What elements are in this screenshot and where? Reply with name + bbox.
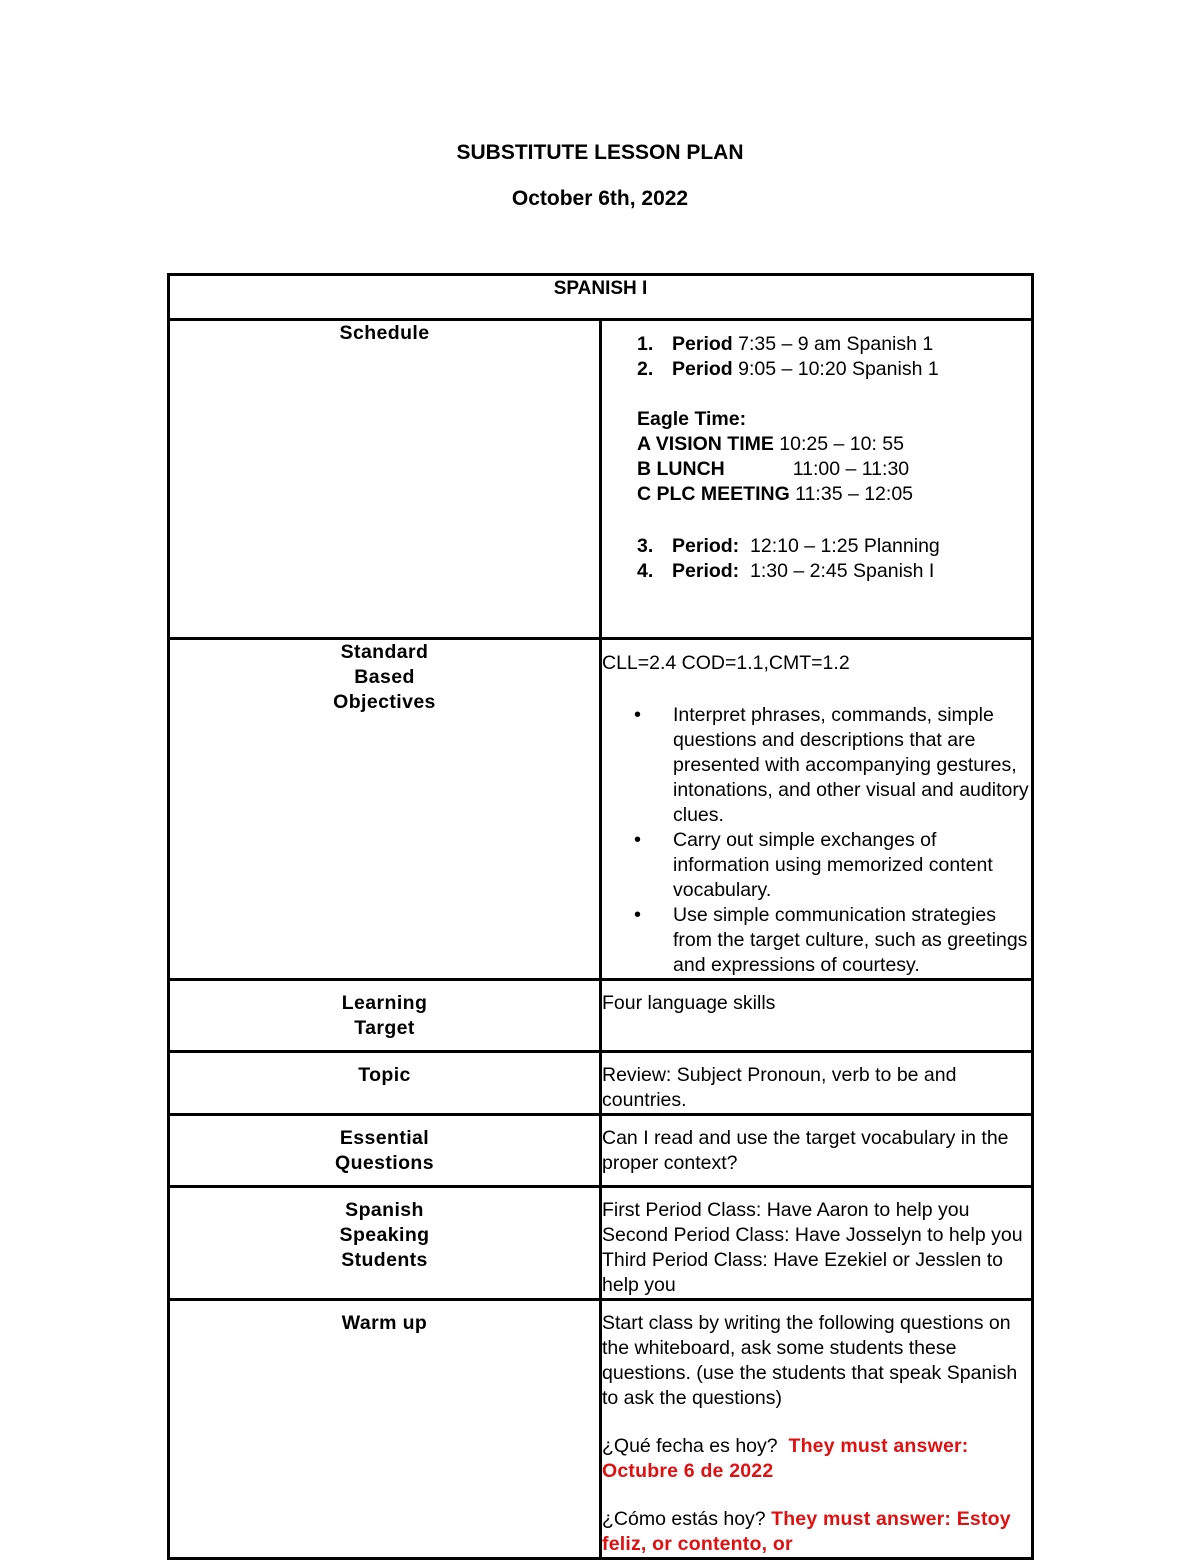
topic-content: Review: Subject Pronoun, verb to be and countries. xyxy=(601,1052,1033,1115)
warmup-label: Warm up xyxy=(169,1300,601,1559)
learning-target-label: Learning Target xyxy=(169,980,601,1052)
warmup-question-1: ¿Qué fecha es hoy? They must answer: Octubre 6 de 2022 xyxy=(602,1435,969,1482)
schedule-row xyxy=(169,320,1033,639)
warmup-intro: Start class by writing the following questions on the whiteboard, ask some students these questions. (use the students that speak Spanish to ask the questions) xyxy=(602,1312,1018,1409)
objectives-row xyxy=(169,639,1033,980)
helper-line: Second Period Class: Have Josselyn to help you xyxy=(602,1224,1023,1246)
warmup-question-2: ¿Cómo estás hoy? They must answer: Estoy feliz, or contento, or xyxy=(602,1508,1011,1555)
learning-target-content: Four language skills xyxy=(601,980,1033,1052)
period-item: 2. Period 9:05 – 10:20 Spanish 1 xyxy=(637,358,939,380)
subject-row xyxy=(169,275,1033,320)
helper-line: First Period Class: Have Aaron to help you xyxy=(602,1199,970,1221)
bullet-icon: • xyxy=(634,904,642,926)
period-item: 3. Period: 12:10 – 1:25 Planning xyxy=(637,535,940,557)
period-list-afternoon xyxy=(602,534,1031,584)
eagle-time-block xyxy=(602,407,1031,507)
warmup-content xyxy=(601,1300,1033,1559)
topic-row xyxy=(169,1052,1033,1115)
objectives-content xyxy=(601,639,1033,980)
subject-heading: SPANISH I xyxy=(169,275,1033,320)
bullet-icon: • xyxy=(634,704,642,726)
spanish-speakers-content xyxy=(601,1187,1033,1300)
essential-content: Can I read and use the target vocabulary in the proper context? xyxy=(601,1115,1033,1187)
expected-answer-2: They must answer: Estoy feliz, or contento, or xyxy=(602,1508,1011,1555)
eagle-item: A VISION TIME 10:25 – 10: 55 xyxy=(637,433,904,455)
schedule-label: Schedule xyxy=(169,320,601,639)
helper-line: Third Period Class: Have Ezekiel or Jesslen to help you xyxy=(602,1249,1003,1296)
spanish-speakers-row xyxy=(169,1187,1033,1300)
warmup-row xyxy=(169,1300,1033,1559)
eagle-item: C PLC MEETING 11:35 – 12:05 xyxy=(637,483,914,505)
standard-codes: CLL=2.4 COD=1.1,CMT=1.2 xyxy=(602,652,850,674)
period-item: 1. Period 7:35 – 9 am Spanish 1 xyxy=(637,333,934,355)
topic-label: Topic xyxy=(169,1052,601,1115)
objective-item: • Interpret phrases, commands, simple questions and descriptions that are presented with accompanying gestures, intonations, and other visual and auditory clues. xyxy=(634,704,1029,826)
spanish-speakers-label: Spanish Speaking Students xyxy=(169,1187,601,1300)
document-date: October 6th, 2022 xyxy=(511,187,689,210)
objectives-list xyxy=(602,703,1031,978)
period-list-morning xyxy=(602,332,1031,382)
lesson-plan-table xyxy=(167,273,1034,1560)
eagle-item: B LUNCH 11:00 – 11:30 xyxy=(637,458,910,480)
essential-label: Essential Questions xyxy=(169,1115,601,1187)
period-item: 4. Period: 1:30 – 2:45 Spanish I xyxy=(637,560,935,582)
essential-row xyxy=(169,1115,1033,1187)
learning-target-row xyxy=(169,980,1033,1052)
objectives-label: Standard Based Objectives xyxy=(169,639,601,980)
eagle-time-title: Eagle Time: xyxy=(637,408,747,430)
objective-item: • Carry out simple exchanges of information using memorized content vocabulary. xyxy=(634,829,993,901)
schedule-content xyxy=(601,320,1033,639)
bullet-icon: • xyxy=(634,829,642,851)
expected-answer-1: They must answer: Octubre 6 de 2022 xyxy=(602,1435,969,1482)
objective-item: • Use simple communication strategies from the target culture, such as greetings and expressions of courtesy. xyxy=(634,904,1028,976)
document-title: SUBSTITUTE LESSON PLAN xyxy=(456,141,744,164)
